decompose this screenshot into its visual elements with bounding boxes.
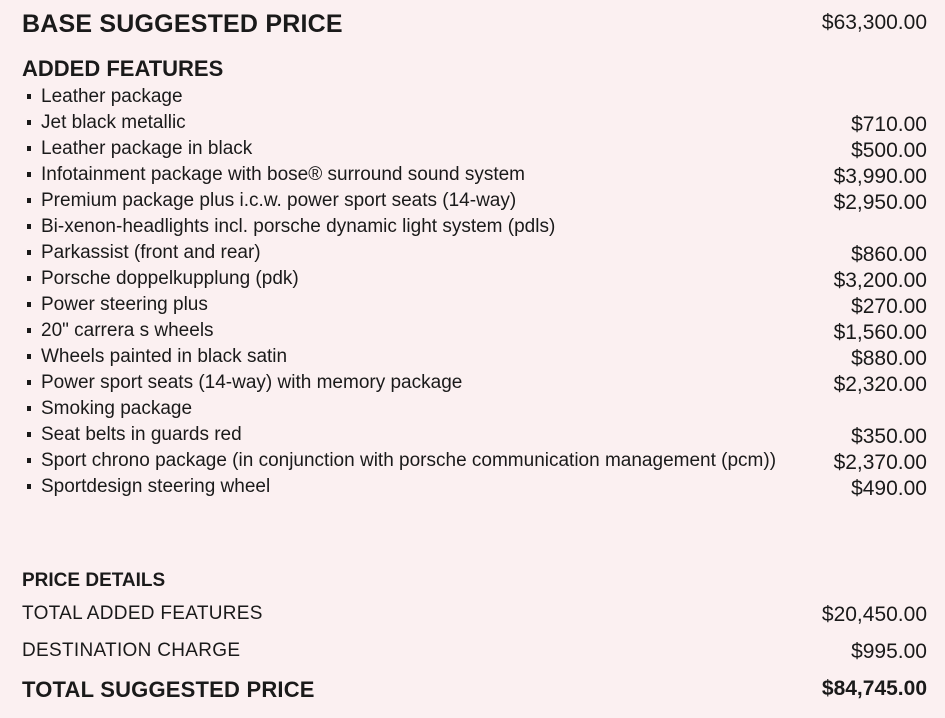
feature-label: 20" carrera s wheels <box>41 320 214 341</box>
total-suggested-price-label: TOTAL SUGGESTED PRICE <box>22 677 315 702</box>
feature-label: Bi-xenon-headlights incl. porsche dynamic light system (pdls) <box>41 216 556 237</box>
bullet-icon <box>27 94 31 99</box>
feature-price: $2,320.00 <box>833 373 927 396</box>
feature-price: $1,560.00 <box>833 321 927 344</box>
feature-price: $2,950.00 <box>833 191 927 214</box>
feature-label: Sportdesign steering wheel <box>41 476 271 497</box>
feature-item <box>22 319 927 345</box>
feature-item <box>22 189 927 215</box>
price-details-heading: PRICE DETAILS <box>22 570 166 591</box>
feature-label: Leather package in black <box>41 138 253 159</box>
feature-price: $710.00 <box>851 113 927 136</box>
total-suggested-price-row <box>22 677 927 705</box>
feature-label: Sport chrono package (in conjunction with porsche communication management (pcm)) <box>41 450 777 471</box>
feature-price: $2,370.00 <box>833 451 927 474</box>
feature-item <box>22 371 927 397</box>
bullet-icon <box>27 354 31 359</box>
added-features-heading: ADDED FEATURES <box>22 56 224 81</box>
price-sheet <box>22 0 927 718</box>
feature-item <box>22 85 927 111</box>
bullet-icon <box>27 458 31 463</box>
total-added-features-row <box>22 603 927 631</box>
bullet-icon <box>27 224 31 229</box>
feature-label: Power steering plus <box>41 294 208 315</box>
feature-item <box>22 293 927 319</box>
feature-price: $500.00 <box>851 139 927 162</box>
base-price-label: BASE SUGGESTED PRICE <box>22 10 343 38</box>
bullet-icon <box>27 432 31 437</box>
feature-label: Infotainment package with bose® surround sound system <box>41 164 525 185</box>
feature-price: $880.00 <box>851 347 927 370</box>
feature-item <box>22 241 927 267</box>
base-price-value: $63,300.00 <box>821 11 927 34</box>
feature-label: Premium package plus i.c.w. power sport seats (14-way) <box>41 190 517 211</box>
feature-label: Smoking package <box>41 398 193 419</box>
bullet-icon <box>27 120 31 125</box>
feature-label: Leather package <box>41 86 183 107</box>
bullet-icon <box>27 172 31 177</box>
feature-price: $3,200.00 <box>833 269 927 292</box>
bullet-icon <box>27 302 31 307</box>
bullet-icon <box>27 198 31 203</box>
feature-label: Porsche doppelkupplung (pdk) <box>41 268 299 289</box>
feature-item <box>22 111 927 137</box>
feature-label: Jet black metallic <box>41 112 186 133</box>
feature-item <box>22 423 927 449</box>
bullet-icon <box>27 380 31 385</box>
feature-item <box>22 449 927 475</box>
feature-item <box>22 475 927 501</box>
feature-item <box>22 215 927 241</box>
feature-price: $490.00 <box>851 477 927 500</box>
total-added-features-value: $20,450.00 <box>821 603 927 626</box>
total-added-features-label: TOTAL ADDED FEATURES <box>22 603 263 624</box>
bullet-icon <box>27 250 31 255</box>
feature-label: Parkassist (front and rear) <box>41 242 261 263</box>
feature-label: Power sport seats (14-way) with memory package <box>41 372 463 393</box>
feature-price: $350.00 <box>851 425 927 448</box>
base-price-row <box>22 0 927 50</box>
feature-price: $3,990.00 <box>833 165 927 188</box>
feature-item <box>22 267 927 293</box>
feature-price: $860.00 <box>851 243 927 266</box>
bullet-icon <box>27 276 31 281</box>
destination-charge-label: DESTINATION CHARGE <box>22 640 241 661</box>
feature-label: Wheels painted in black satin <box>41 346 288 367</box>
added-features-list <box>22 85 927 501</box>
feature-item <box>22 137 927 163</box>
bullet-icon <box>27 146 31 151</box>
feature-price: $270.00 <box>851 295 927 318</box>
bullet-icon <box>27 328 31 333</box>
bullet-icon <box>27 406 31 411</box>
destination-charge-value: $995.00 <box>851 640 927 663</box>
feature-item <box>22 345 927 371</box>
feature-item <box>22 397 927 423</box>
feature-label: Seat belts in guards red <box>41 424 242 445</box>
destination-charge-row <box>22 640 927 668</box>
total-suggested-price-value: $84,745.00 <box>821 677 927 700</box>
feature-item <box>22 163 927 189</box>
bullet-icon <box>27 484 31 489</box>
